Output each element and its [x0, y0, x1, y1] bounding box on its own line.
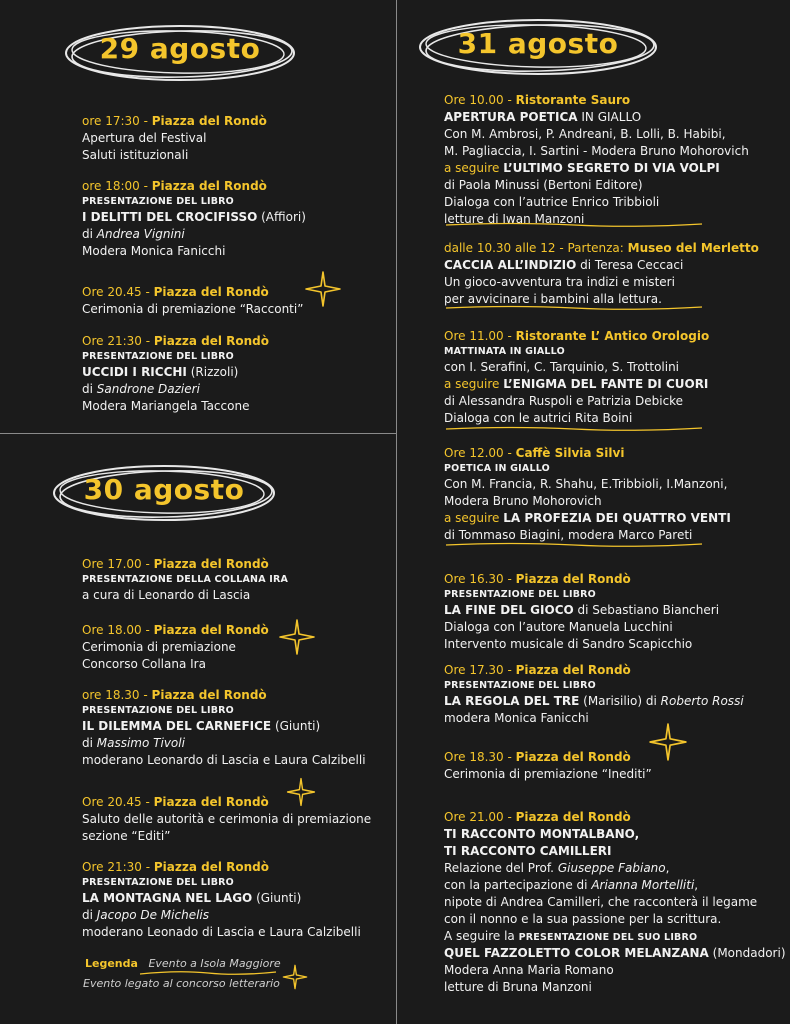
date-title: 29 agosto: [99, 32, 261, 65]
event-item: Ore 11.00 - Ristorante L’ Antico Orologio MATTINATA IN GIALLO con I. Serafini, C. Tarquinio, S. Trottolini a seguire L’ENIGMA DEL FANTE DI CUORI di Alessandra Ruspoli e Patrizia Debicke Dialoga con le autrici Rita Boini: [444, 329, 710, 425]
date-title: 30 agosto: [83, 473, 245, 506]
event-item: Ore 17.00 - Piazza del Rondò PRESENTAZIONE DELLA COLLANA IRA a cura di Leonardo di Lascia: [82, 557, 289, 602]
sparkle-star-icon: [278, 618, 316, 656]
event-item: Ore 18.30 - Piazza del Rondò Cerimonia di premiazione “Inediti”: [444, 750, 652, 781]
event-item: Ore 21:30 - Piazza del Rondò PRESENTAZIONE DEL LIBRO UCCIDI I RICCHI (Rizzoli) di Sandrone Dazieri Modera Mariangela Taccone: [82, 334, 270, 413]
event-item: Ore 12.00 - Caffè Silvia Silvi POETICA IN GIALLO Con M. Francia, R. Shahu, E.Tribbioli, I.Manzoni, Modera Bruno Mohorovich a seguire LA PROFEZIA DEI QUATTRO VENTI di Tommaso Biagini, modera Marco Pareti: [444, 446, 731, 542]
event-item: ore 17:30 - Piazza del Rondò Apertura del Festival Saluti istituzionali: [82, 114, 267, 162]
wavy-underline: [444, 541, 704, 549]
legend-label: Legenda: [85, 957, 138, 970]
date-header-29: [60, 20, 300, 86]
event-item: Ore 17.30 - Piazza del Rondò PRESENTAZIONE DEL LIBRO LA REGOLA DEL TRE (Marisilio) di Roberto Rossi modera Monica Fanicchi: [444, 663, 744, 725]
column-divider: [396, 0, 397, 1024]
wavy-underline: [444, 425, 704, 433]
legend-item-concorso: Evento legato al concorso letterario: [83, 977, 280, 990]
wavy-underline: [444, 221, 704, 229]
event-item: Ore 20.45 - Piazza del Rondò Saluto delle autorità e cerimonia di premiazione sezione “Editi”: [82, 795, 372, 843]
sparkle-star-icon: [648, 722, 688, 762]
date-title: 31 agosto: [457, 27, 619, 60]
sparkle-star-icon: [304, 270, 342, 308]
event-item: ore 18:00 - Piazza del Rondò PRESENTAZIONE DEL LIBRO I DELITTI DEL CROCIFISSO (Affiori) di Andrea Vignini Modera Monica Fanicchi: [82, 179, 306, 258]
wavy-underline: [138, 969, 278, 977]
event-item: ore 18.30 - Piazza del Rondò PRESENTAZIONE DEL LIBRO IL DILEMMA DEL CARNEFICE (Giunti) di Massimo Tivoli moderano Leonardo di Lascia e Laura Calzibelli: [82, 688, 366, 767]
date-header-31: [414, 14, 662, 80]
sparkle-star-icon: [282, 964, 308, 990]
event-item: Ore 16.30 - Piazza del Rondò PRESENTAZIONE DEL LIBRO LA FINE DEL GIOCO di Sebastiano Biancheri Dialoga con l’autore Manuela Lucchini Intervento musicale di Sandro Scapicchio: [444, 572, 720, 651]
event-item: Ore 21.00 - Piazza del Rondò TI RACCONTO MONTALBANO, TI RACCONTO CAMILLERI Relazione del Prof. Giuseppe Fabiano, con la partecipazione di Arianna Mortelliti, nipote di Andrea Camilleri, che racconterà il legame con il nonno e la sua passione per la scrittura. A seguire la PRESENTAZIONE DEL SUO LIBRO QUEL FAZZOLETTO COLOR MELANZANA (Mondadori) Modera Anna Maria Romano letture di Bruna Manzoni: [444, 810, 786, 994]
event-item: Ore 18.00 - Piazza del Rondò Cerimonia di premiazione Concorso Collana Ira: [82, 623, 269, 671]
event-item: Ore 21:30 - Piazza del Rondò PRESENTAZIONE DEL LIBRO LA MONTAGNA NEL LAGO (Giunti) di Jacopo De Michelis moderano Leonado di Lascia e Laura Calzibelli: [82, 860, 361, 939]
legend-item-isola: Evento a Isola Maggiore: [148, 957, 281, 970]
event-item: dalle 10.30 alle 12 - Partenza: Museo del Merletto CACCIA ALL’INDIZIO di Teresa Ceccaci Un gioco-avventura tra indizi e misteri per avvicinare i bambini alla lettura.: [444, 241, 759, 306]
event-item: Ore 20.45 - Piazza del Rondò Cerimonia di premiazione “Racconti”: [82, 285, 304, 316]
sparkle-star-icon: [286, 777, 316, 807]
wavy-underline: [444, 304, 704, 312]
event-item: Ore 10.00 - Ristorante Sauro APERTURA POETICA IN GIALLO Con M. Ambrosi, P. Andreani, B. Lolli, B. Habibi, M. Pagliaccia, I. Sartini - Modera Bruno Mohorovich a seguire L’ULTIMO SEGRETO DI VIA VOLPI di Paola Minussi (Bertoni Editore) Dialoga con l’autrice Enrico Tribbioli letture di Iwan Manzoni: [444, 93, 749, 226]
date-header-30: [48, 460, 280, 526]
right-column: [398, 0, 790, 1024]
